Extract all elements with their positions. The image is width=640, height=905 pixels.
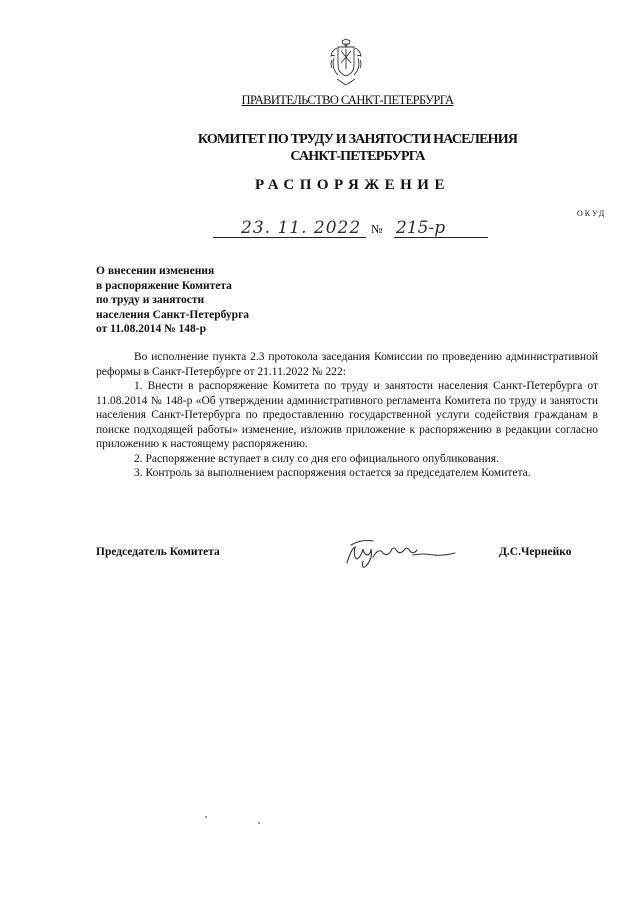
item-3-paragraph: 3. Контроль за выполнением распоряжения остается за председателем Комитета. (134, 467, 531, 479)
date-underline (213, 237, 366, 238)
subject-line: в распоряжение Комитета (96, 279, 232, 292)
signatory-title: Председатель Комитета (96, 546, 220, 558)
scan-speck (258, 822, 260, 824)
handwritten-signature (343, 533, 463, 575)
handwritten-number: 215-р (396, 218, 446, 238)
coat-of-arms-icon (326, 38, 366, 88)
committee-title (0, 131, 640, 165)
item-1-paragraph: 1. Внести в распоряжение Комитета по труду и занятости населения Санкт-Петербурга от 11.08.2014 № 148-р «Об утверждении административного регламента Комитета по труду и занятости населения Санкт-Петербурга по предоставлению государственной услуги содействия гражданам в поиске подходящей работы» изменение, изложив приложение к распоряжению в редакции согласно приложению к настоящему распоряжению. (96, 380, 598, 450)
subject-line: по труду и занятости (96, 294, 205, 306)
preamble-paragraph: Во исполнение пункта 2.3 протокола заседания Комиссии по проведению административной реформы в Санкт-Петербурге от 21.11.2022 № 222: (96, 351, 598, 378)
document-body (96, 350, 598, 481)
government-title: ПРАВИТЕЛЬСТВО САНКТ-ПЕТЕРБУРГА (241, 93, 454, 107)
number-underline (394, 237, 488, 238)
okud-label: ОКУД (577, 209, 607, 218)
committee-line-1: КОМИТЕТ ПО ТРУДУ И ЗАНЯТОСТИ НАСЕЛЕНИЯ (197, 132, 518, 147)
document-type: РАСПОРЯЖЕНИЕ (255, 177, 450, 193)
subject-line: населения Санкт-Петербурга (96, 308, 250, 321)
signatory-name: Д.С.Чернейко (499, 546, 572, 558)
committee-line-2: САНКТ-ПЕТЕРБУРГА (290, 149, 425, 164)
subject-line: О внесении изменения (96, 265, 215, 277)
number-sign: № (371, 222, 383, 236)
document-subject (96, 264, 356, 337)
handwritten-date: 23. 11. 2022 (241, 218, 362, 238)
subject-line: от 11.08.2014 № 148-р (96, 323, 207, 335)
scan-speck (205, 816, 207, 818)
item-2-paragraph: 2. Распоряжение вступает в силу со дня его официального опубликования. (134, 452, 499, 465)
registration-line (213, 218, 493, 240)
